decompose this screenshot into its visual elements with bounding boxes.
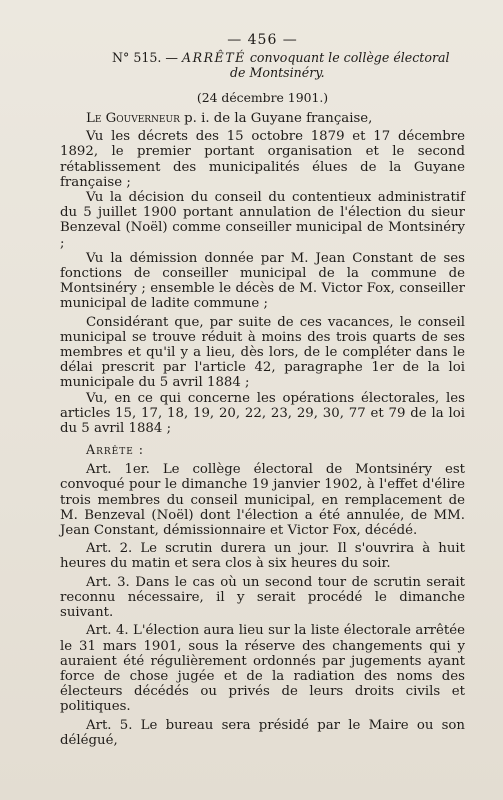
article-4: Art. 4. L'élection aura lieu sur la liste électorale arrêtée le 31 mars 1901, sous la réserve des changements qui y auraient été régulièrement ordonnés par jugements ayant force de chose jugée et de la radiation des noms des électeurs décédés ou privés de leurs droits civils et politiques. bbox=[60, 623, 465, 715]
title-dash: — bbox=[165, 50, 178, 65]
gouverneur-rest: p. i. de la Guyane française, bbox=[184, 111, 373, 126]
arrete-heading: Arrête : bbox=[86, 442, 145, 458]
paragraph-vu-operations: Vu, en ce qui concerne les opérations électorales, les articles 15, 17, 18, 19, 20, 22, 23, 29, 30, 77 et 79 de la loi du 5 avril 1884 ; bbox=[60, 390, 465, 437]
paragraph-vu-demission: Vu la démission donnée par M. Jean Constant de ses fonctions de conseiller municipal de la commune de Montsinéry ; ensemble le décès de M. Victor Fox, conseiller municipal de ladite commune ; bbox=[60, 250, 465, 312]
title-line2: de Montsinéry. bbox=[230, 65, 325, 80]
decree-date: (24 décembre 1901.) bbox=[196, 90, 329, 105]
title-rest: convoquant le collège électoral bbox=[249, 50, 450, 65]
article-2: Art. 2. Le scrutin durera un jour. Il s'ouvrira à huit heures du matin et sera clos à six heures du soir. bbox=[60, 541, 465, 572]
article-3: Art. 3. Dans le cas où un second tour de scrutin serait reconnu nécessaire, il y serait procédé le dimanche suivant. bbox=[60, 574, 465, 621]
decree-number: N° 515. bbox=[112, 50, 162, 65]
paragraph-vu-decision: Vu la décision du conseil du contentieux administratif du 5 juillet 1900 portant annulation de l'élection du sieur Benzeval (Noël) comme conseiller municipal de Montsinéry ; bbox=[60, 190, 465, 251]
gouverneur-label: Le Gouverneur bbox=[86, 111, 180, 126]
paragraph-vu-decrets: Vu les décrets des 15 octobre 1879 et 17 décembre 1892, le premier portant organisation et le second rétablissement des municipalités élues de la Guyane française ; bbox=[60, 129, 465, 190]
article-1: Art. 1er. Le collège électoral de Montsinéry est convoqué pour le dimanche 19 janvier 1902, à l'effet d'élire trois membres du conseil municipal, en remplacement de M. Benzeval (Noël) dont l'élection a été annulée, de MM. Jean Constant, démissionnaire et Victor Fox, décédé. bbox=[60, 462, 465, 539]
paragraph-gouverneur bbox=[60, 111, 465, 126]
page-number: — 456 — bbox=[227, 32, 298, 48]
paragraph-considerant: Considérant que, par suite de ces vacances, le conseil municipal se trouve réduit à moins des trois quarts de ses membres et qu'il y a lieu, dès lors, de le compléter dans le délai prescrit par l'article 42, paragraphe 1er de la loi municipale du 5 avril 1884 ; bbox=[60, 314, 465, 391]
title-caps: ARRÊTÉ bbox=[182, 50, 246, 65]
decree-title bbox=[112, 50, 465, 80]
article-5: Art. 5. Le bureau sera présidé par le Maire ou son délégué, bbox=[60, 717, 465, 748]
